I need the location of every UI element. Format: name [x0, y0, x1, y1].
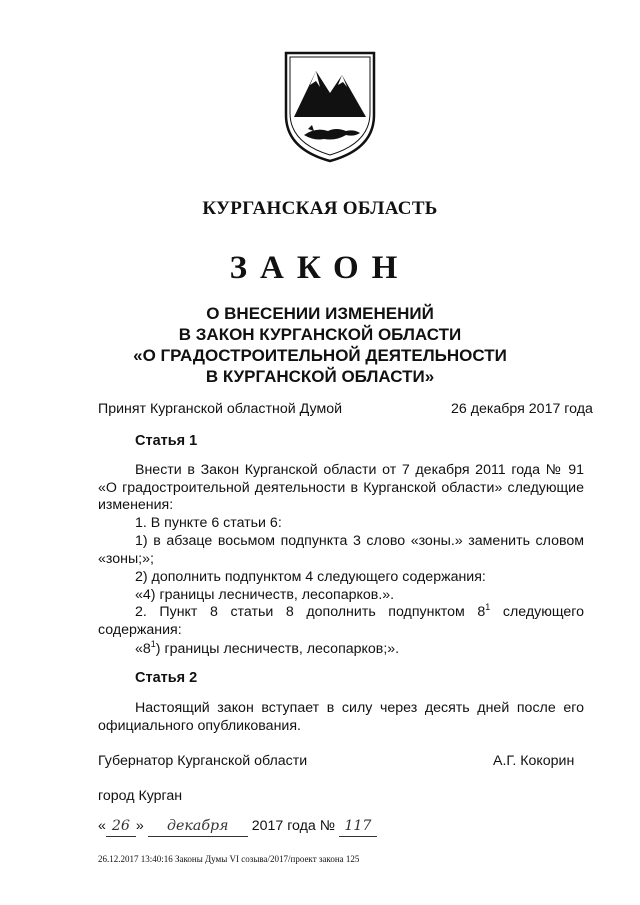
item-2-text: 2. Пункт 8 статьи 8 дополнить подпунктом 8 — [135, 604, 486, 620]
item-2-superscript: 1 — [485, 602, 491, 612]
adopted-by: Принят Курганской областной Думой — [98, 401, 343, 417]
law-number: 117 — [339, 818, 377, 837]
quote-open: « — [98, 818, 106, 834]
quote-2-text: ) границы лесничеств, лесопарков;». — [155, 641, 400, 657]
article-1-heading: Статья 1 — [135, 433, 198, 449]
article-1-intro: Внести в Закон Курганской области от 7 декабря 2011 года № 91 «О градостроительной деятельности в Курганской области» следующие изменения: — [98, 462, 584, 513]
coat-of-arms-icon — [280, 45, 380, 163]
subtitle-line: В ЗАКОН КУРГАНСКОЙ ОБЛАСТИ — [178, 325, 462, 344]
quote-2-open: «8 — [135, 641, 151, 657]
article-2-text: Настоящий закон вступает в силу через десять дней после его официального опубликования. — [98, 700, 584, 734]
signing-date-number — [98, 818, 377, 837]
quote-2-superscript: 1 — [150, 639, 156, 649]
article-1-subitem-1: 1) в абзаце восьмом подпункта 3 слово «зоны.» заменить словом «зоны;»; — [98, 533, 584, 567]
signing-day: 26 — [106, 818, 136, 837]
subtitle-line: О ВНЕСЕНИИ ИЗМЕНЕНИЙ — [206, 304, 434, 323]
place: город Курган — [98, 788, 183, 804]
article-1-subitem-2: 2) дополнить подпунктом 4 следующего содержания: — [135, 569, 486, 585]
signing-month: декабря — [148, 818, 248, 837]
region-title: КУРГАНСКАЯ ОБЛАСТЬ — [202, 198, 438, 219]
subtitle-line: «О ГРАДОСТРОИТЕЛЬНОЙ ДЕЯТЕЛЬНОСТИ — [133, 346, 507, 365]
quote-close: » — [135, 818, 144, 834]
subtitle-line: В КУРГАНСКОЙ ОБЛАСТИ» — [205, 367, 435, 386]
signatory-name: А.Г. Кокорин — [493, 753, 575, 769]
article-2-heading: Статья 2 — [135, 670, 198, 686]
adopted-date: 26 декабря 2017 года — [451, 401, 593, 417]
footer-file-info: 26.12.2017 13:40:16 Законы Думы VI созыва/2017/проект закона 125 — [98, 854, 360, 864]
article-1-item-1: 1. В пункте 6 статьи 6: — [135, 515, 282, 531]
signing-year: 2017 года № — [251, 818, 335, 834]
article-1-item-2 — [98, 604, 584, 639]
document-type: ЗАКОН — [229, 250, 411, 286]
article-1-quote-2 — [135, 641, 399, 659]
law-subtitle — [0, 303, 640, 387]
signatory-position: Губернатор Курганской области — [98, 753, 308, 769]
article-1-quote-1: «4) границы лесничеств, лесопарков.». — [135, 587, 395, 603]
item-2-text-tail: следующего содержания: — [98, 604, 585, 638]
